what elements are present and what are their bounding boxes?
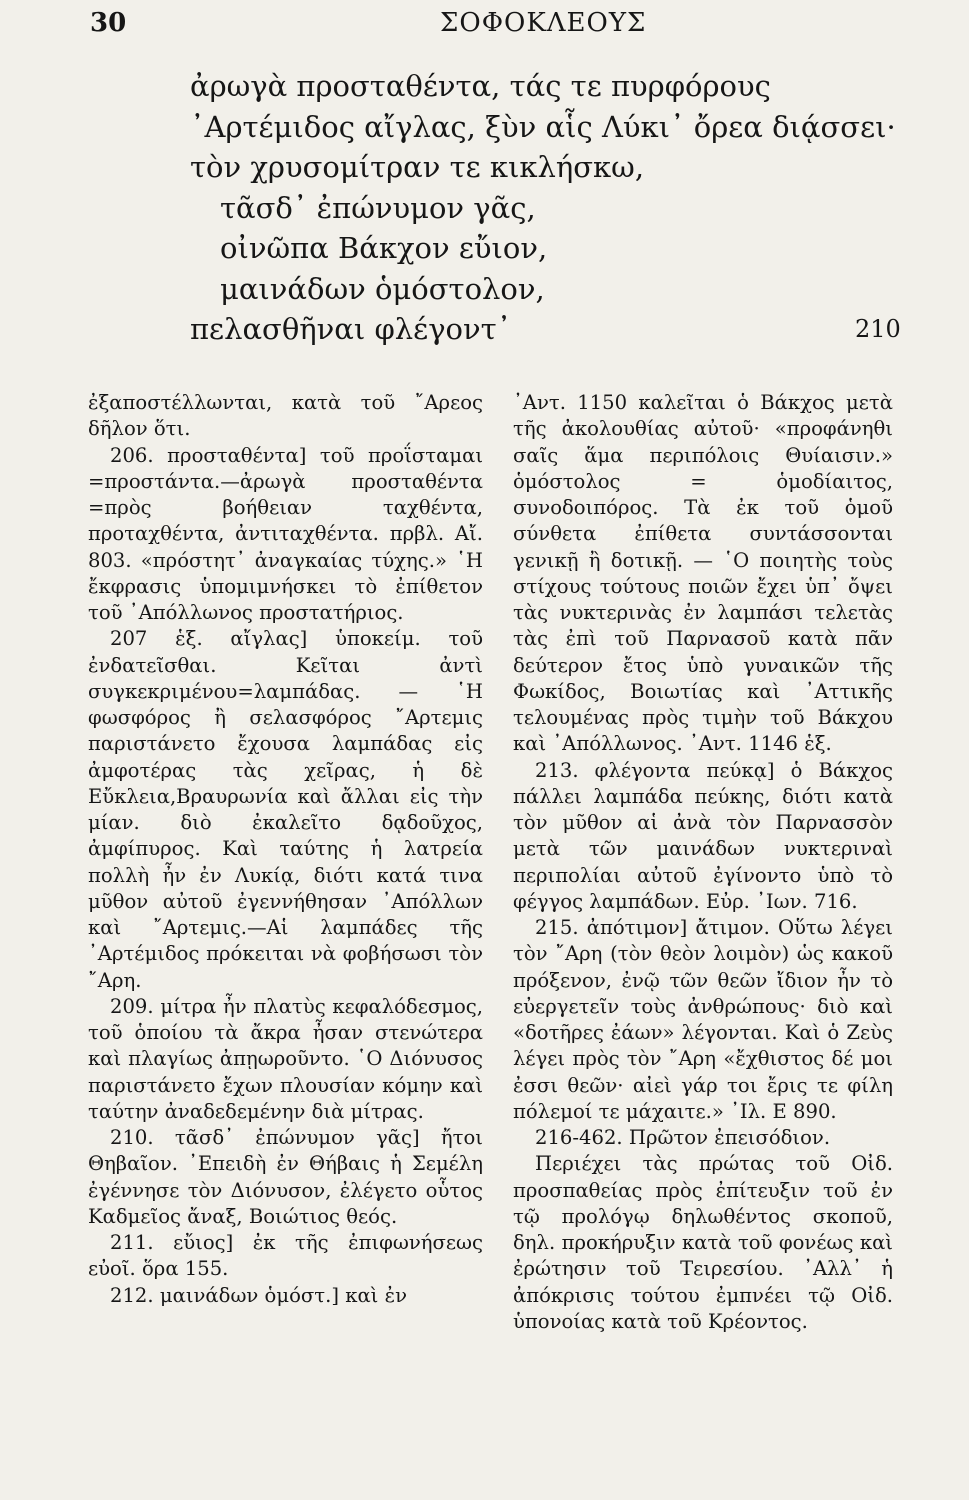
section-heading: 216-462. Πρῶτον ἐπεισόδιον. (535, 1126, 831, 1149)
verse-line: τὸν χρυσομίτραν τε κικλήσκω, (190, 150, 645, 184)
verse-line: τᾶσδ᾿ ἐπώνυμον γᾶς, (220, 190, 536, 225)
verse-line: ἀρωγὰ προσταθέντα, τάς τε πυρφόρους (190, 69, 771, 103)
commentary-paragraph: 207 ἑξ. αἴγλας] ὑποκείμ. τοῦ ἐνδατεῖσθαι. Κεῖται ἀντὶ συγκεκριμένου=λαμπάδας. — ῾Η φωσφόρος ἢ σελασφόρος ῎Αρτεμις παριστάνετο ἔχουσα λαμπάδας εἰς ἀμφοτέρας τὰς χεῖρας, ἡ δὲ Εὔκλεια,Βραυρωνία καὶ ἄλλαι εἰς τὴν μίαν. διὸ ἐκαλεῖτο δᾳδοῦχος, ἀμφίπυρος. Καὶ ταύτης ἡ λατρεία πολλὴ ἦν ἐν Λυκίᾳ, διότι κατά τινα μῦθον αὐτοῦ ἐγεννήθησαν ᾿Απόλλων καὶ ῎Αρτεμις.—Αἱ λαμπάδες τῆς ᾿Αρτέμιδος πρόκειται νὰ φοβήσωσι τὸν ῎Αρη. (88, 627, 483, 992)
commentary-paragraph: 211. εὔιος] ἐκ τῆς ἐπιφωνήσεως εὐοῖ. ὅρα 155. (88, 1231, 483, 1281)
commentary-paragraph: 209. μίτρα ἦν πλατὺς κεφαλόδεσμος, τοῦ ὁποίου τὰ ἄκρα ἦσαν στενώτερα καὶ πλαγίως ἀπῃωροῦντο. ῾Ο Διόνυσος παριστάνετο ἔχων πλουσίαν κόμην καὶ ταύτην ἀναδεδεμένην διὰ μίτρας. (88, 994, 483, 1123)
page-number: 30 (90, 8, 127, 38)
commentary-paragraph: ἐξαποστέλλωνται, κατὰ τοῦ ῎Αρεος δῆλον ὅτι. (88, 391, 483, 441)
commentary-paragraph: 213. φλέγοντα πεύκᾳ] ὁ Βάκχος πάλλει λαμπάδα πεύκης, διότι κατὰ τὸν μῦθον αἱ ἀνὰ τὸν Παρνασσὸν μετὰ τῶν μαινάδων νυκτεριναὶ περιπολίαι αὐτοῦ ἐγίνοντο ὑπὸ τὸ φέγγος λαμπάδων. Εὐρ. ᾿Ιων. 716. (513, 758, 893, 913)
commentary-right-column (513, 390, 893, 1335)
commentary-paragraph: 212. μαινάδων ὁμόστ.] καὶ ἐν (110, 1283, 408, 1307)
running-head: ΣΟΦΟΚΛΕΟΥΣ (440, 8, 647, 38)
verse-line: μαινάδων ὁμόστολον, (220, 271, 545, 306)
commentary-paragraph: ᾿Αντ. 1150 καλεῖται ὁ Βάκχος μετὰ τῆς ἀκολουθίας αὐτοῦ· «προφάνηθι σαῖς ἅμα περιπόλοις Θυίαισιν.» ὁμόστολος = ὁμοδίαιτος, συνοδοιπόρος. Τὰ ἐκ τοῦ ὁμοῦ σύνθετα ἐπίθετα συντάσσονται γενικῇ ἢ δοτικῇ. — ῾Ο ποιητὴς τοὺς στίχους τούτους ποιῶν ἔχει ὑπ᾿ ὄψει τὰς νυκτερινὰς ἐν λαμπάσι τελετὰς τὰς ἐπὶ τοῦ Παρνασοῦ κατὰ πᾶν δεύτερον ἔτος ὑπὸ γυναικῶν τῆς Φωκίδος, Βοιωτίας καὶ ᾿Αττικῆς τελουμένας πρὸς τιμὴν τοῦ Βάκχου καὶ ᾿Απόλλωνος. ᾿Αντ. 1146 ἑξ. (513, 391, 893, 756)
commentary-paragraph: Περιέχει τὰς πρώτας τοῦ Οἰδ. προσπαθείας πρὸς ἐπίτευξιν τοῦ ἐν τῷ προλόγῳ δηλωθέντος σκοποῦ, δηλ. προκήρυξιν κατὰ τοῦ φονέως καὶ ἐρώτησιν τοῦ Τειρεσίου. ᾿Αλλ᾿ ἡ ἀπόκρισις τούτου ἐμπνέει τῷ Οἰδ. ὑπονοίας κατὰ τοῦ Κρέοντος. (513, 1152, 893, 1333)
verse-line-number: 210 (855, 315, 901, 343)
commentary-paragraph: 206. προσταθέντα] τοῦ προΐσταμαι =προστάντα.—ἀρωγὰ προσταθέντα =πρὸς βοήθειαν ταχθέντα, προταχθέντα, ἀντιταχθέντα. πρβλ. Αἴ. 803. «πρόστητ᾿ ἀναγκαίας τύχης.» ῾Η ἔκφρασις ὑπομιμνήσκει τὸ ἐπίθετον τοῦ ᾿Απόλλωνος προστατήριος. (88, 443, 483, 624)
verse-line: πελασθῆναι φλέγοντ᾿ (190, 312, 512, 346)
page-header (90, 8, 890, 48)
verse-line: ᾿Αρτέμιδος αἴγλας, ξὺν αἷς Λύκι᾿ ὄρεα διᾴσσει· (190, 109, 896, 144)
commentary-paragraph: 215. ἀπότιμον] ἄτιμον. Οὕτω λέγει τὸν ῎Αρη (τὸν θεὸν λοιμὸν) ὡς κακοῦ πρόξενον, ἐνῷ τῶν θεῶν ἴδιον ἦν τὸ εὐεργετεῖν τοὺς ἀνθρώπους· διὸ καὶ «δοτῆρες ἐάων» λέγονται. Καὶ ὁ Ζεὺς λέγει πρὸς τὸν ῎Αρη «ἔχθιστος δέ μοι ἐσσι θεῶν· αἰεὶ γάρ τοι ἔρις τε φίλη πόλεμοί τε μάχαιτε.» ᾿Ιλ. Ε 890. (513, 916, 893, 1123)
commentary-paragraph: 210. τᾶσδ᾿ ἐπώνυμον γᾶς] ἤτοι Θηβαῖον. ᾿Επειδὴ ἐν Θήβαις ἡ Σεμέλη ἐγέννησε τὸν Διόνυσον, ἐλέγετο οὗτος Καδμεῖος ἄναξ, Βοιώτιος θεός. (88, 1126, 483, 1228)
commentary-left-column (88, 390, 483, 1309)
verse-line: οἰνῶπα Βάκχον εὔιον, (220, 231, 548, 265)
